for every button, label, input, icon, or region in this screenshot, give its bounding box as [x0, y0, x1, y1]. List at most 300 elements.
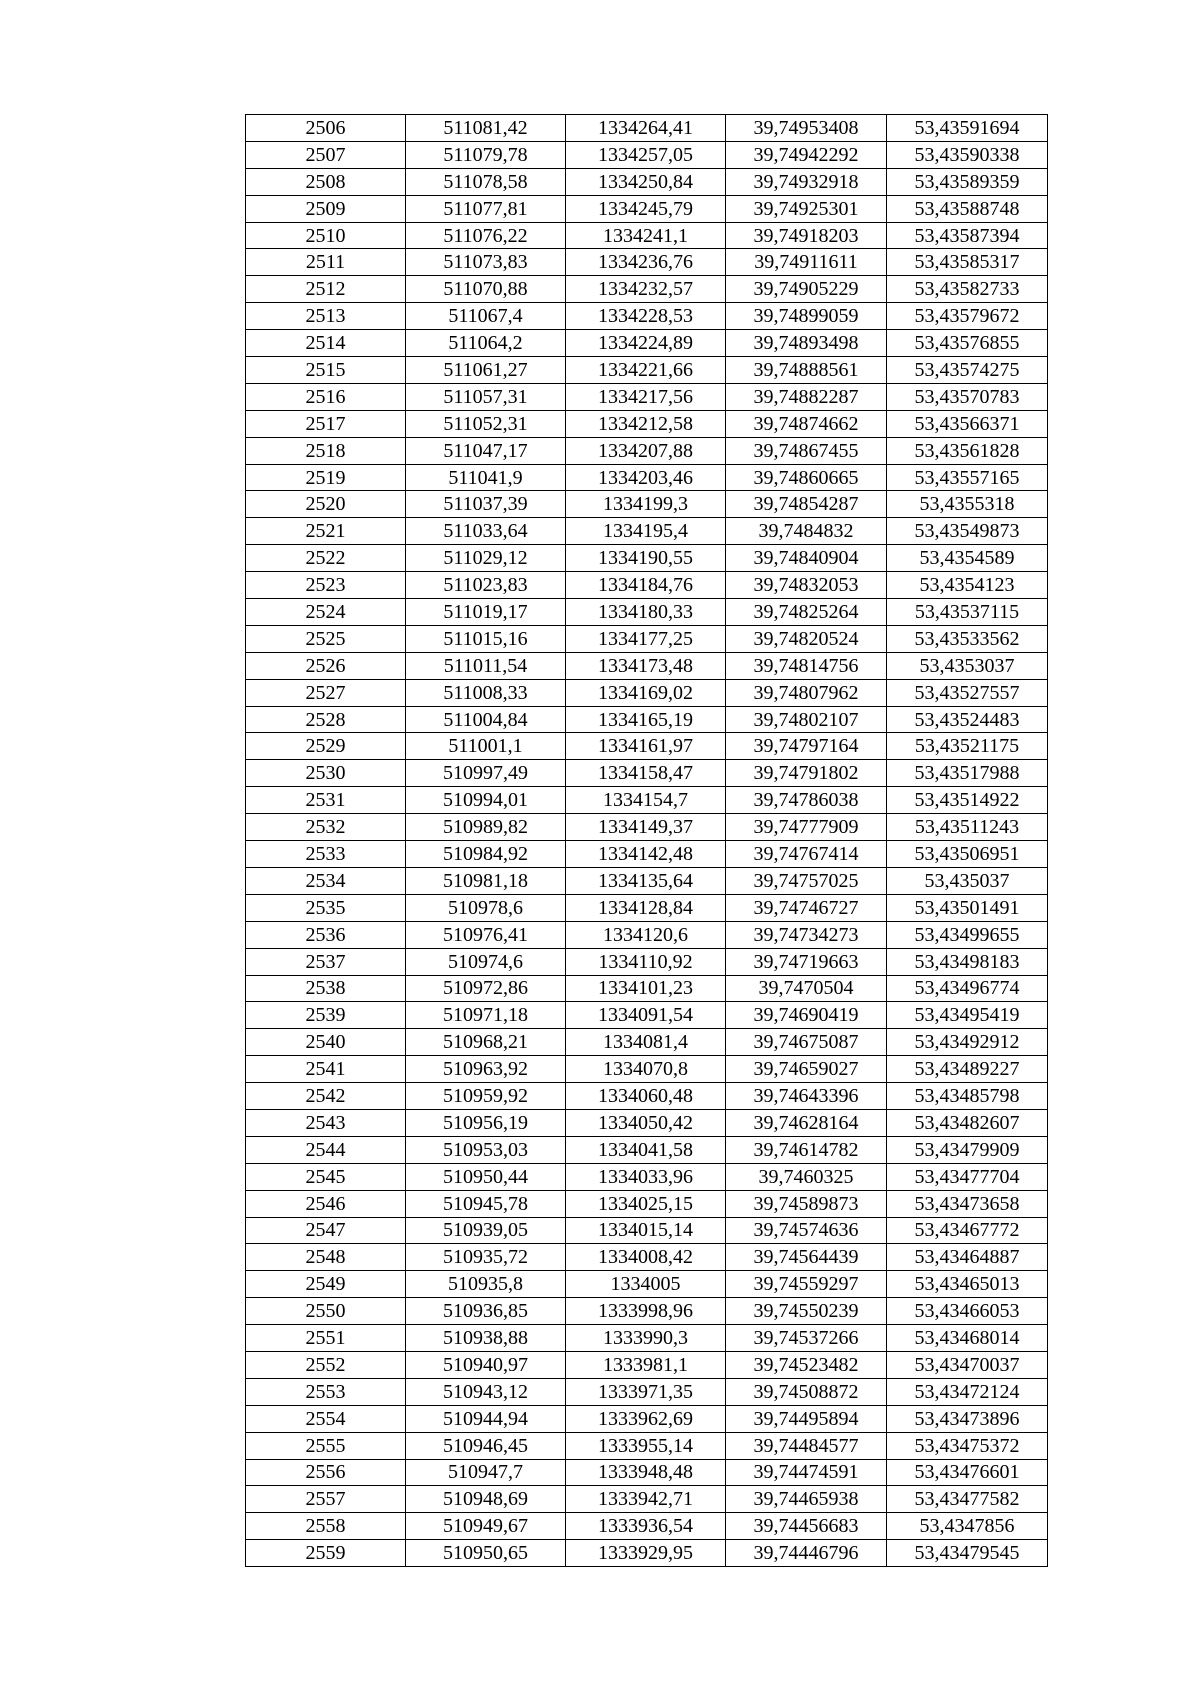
table-row: [246, 894, 1048, 921]
longitude-cell: 39,74905229: [726, 276, 887, 303]
table-row: [246, 1325, 1048, 1352]
table-row: [246, 195, 1048, 222]
x-coordinate-cell: 511081,42: [406, 115, 566, 142]
y-coordinate-cell: 1334025,15: [566, 1190, 726, 1217]
point-number-cell: 2545: [246, 1163, 406, 1190]
y-coordinate-cell: 1334041,58: [566, 1136, 726, 1163]
x-coordinate-cell: 510948,69: [406, 1486, 566, 1513]
table-row: [246, 679, 1048, 706]
y-coordinate-cell: 1333998,96: [566, 1298, 726, 1325]
x-coordinate-cell: 510956,19: [406, 1109, 566, 1136]
point-number-cell: 2546: [246, 1190, 406, 1217]
x-coordinate-cell: 511061,27: [406, 357, 566, 384]
latitude-cell: 53,43477704: [887, 1163, 1048, 1190]
y-coordinate-cell: 1333942,71: [566, 1486, 726, 1513]
point-number-cell: 2509: [246, 195, 406, 222]
y-coordinate-cell: 1334241,1: [566, 222, 726, 249]
x-coordinate-cell: 511023,83: [406, 572, 566, 599]
y-coordinate-cell: 1334110,92: [566, 948, 726, 975]
x-coordinate-cell: 511001,1: [406, 733, 566, 760]
x-coordinate-cell: 510938,88: [406, 1325, 566, 1352]
y-coordinate-cell: 1334149,37: [566, 814, 726, 841]
point-number-cell: 2516: [246, 383, 406, 410]
y-coordinate-cell: 1334184,76: [566, 572, 726, 599]
x-coordinate-cell: 510959,92: [406, 1083, 566, 1110]
x-coordinate-cell: 510953,03: [406, 1136, 566, 1163]
latitude-cell: 53,43587394: [887, 222, 1048, 249]
x-coordinate-cell: 510944,94: [406, 1405, 566, 1432]
point-number-cell: 2515: [246, 357, 406, 384]
longitude-cell: 39,74874662: [726, 410, 887, 437]
table-row: [246, 1002, 1048, 1029]
x-coordinate-cell: 511047,17: [406, 437, 566, 464]
latitude-cell: 53,43473896: [887, 1405, 1048, 1432]
latitude-cell: 53,43479909: [887, 1136, 1048, 1163]
point-number-cell: 2519: [246, 464, 406, 491]
y-coordinate-cell: 1334165,19: [566, 706, 726, 733]
table-row: [246, 706, 1048, 733]
x-coordinate-cell: 511029,12: [406, 545, 566, 572]
y-coordinate-cell: 1334173,48: [566, 652, 726, 679]
point-number-cell: 2547: [246, 1217, 406, 1244]
latitude-cell: 53,43467772: [887, 1217, 1048, 1244]
y-coordinate-cell: 1334142,48: [566, 841, 726, 868]
y-coordinate-cell: 1334195,4: [566, 518, 726, 545]
point-number-cell: 2555: [246, 1432, 406, 1459]
longitude-cell: 39,74446796: [726, 1540, 887, 1567]
y-coordinate-cell: 1333936,54: [566, 1513, 726, 1540]
latitude-cell: 53,43549873: [887, 518, 1048, 545]
table-row: [246, 1459, 1048, 1486]
y-coordinate-cell: 1334005: [566, 1271, 726, 1298]
point-number-cell: 2552: [246, 1351, 406, 1378]
point-number-cell: 2508: [246, 168, 406, 195]
longitude-cell: 39,74719663: [726, 948, 887, 975]
x-coordinate-cell: 510974,6: [406, 948, 566, 975]
y-coordinate-cell: 1334060,48: [566, 1083, 726, 1110]
x-coordinate-cell: 510936,85: [406, 1298, 566, 1325]
y-coordinate-cell: 1334190,55: [566, 545, 726, 572]
longitude-cell: 39,74797164: [726, 733, 887, 760]
latitude-cell: 53,43492912: [887, 1029, 1048, 1056]
latitude-cell: 53,43468014: [887, 1325, 1048, 1352]
point-number-cell: 2558: [246, 1513, 406, 1540]
longitude-cell: 39,74882287: [726, 383, 887, 410]
table-row: [246, 841, 1048, 868]
latitude-cell: 53,43561828: [887, 437, 1048, 464]
longitude-cell: 39,74825264: [726, 599, 887, 626]
latitude-cell: 53,43588748: [887, 195, 1048, 222]
y-coordinate-cell: 1333955,14: [566, 1432, 726, 1459]
x-coordinate-cell: 510947,7: [406, 1459, 566, 1486]
x-coordinate-cell: 511073,83: [406, 249, 566, 276]
longitude-cell: 39,74925301: [726, 195, 887, 222]
longitude-cell: 39,74589873: [726, 1190, 887, 1217]
table-row: [246, 1298, 1048, 1325]
y-coordinate-cell: 1334245,79: [566, 195, 726, 222]
longitude-cell: 39,74465938: [726, 1486, 887, 1513]
table-row: [246, 599, 1048, 626]
latitude-cell: 53,43511243: [887, 814, 1048, 841]
table-row: [246, 115, 1048, 142]
y-coordinate-cell: 1334091,54: [566, 1002, 726, 1029]
x-coordinate-cell: 510945,78: [406, 1190, 566, 1217]
x-coordinate-cell: 511037,39: [406, 491, 566, 518]
x-coordinate-cell: 511052,31: [406, 410, 566, 437]
longitude-cell: 39,74786038: [726, 787, 887, 814]
y-coordinate-cell: 1334236,76: [566, 249, 726, 276]
latitude-cell: 53,43495419: [887, 1002, 1048, 1029]
latitude-cell: 53,43470037: [887, 1351, 1048, 1378]
longitude-cell: 39,74574636: [726, 1217, 887, 1244]
table-row: [246, 1029, 1048, 1056]
point-number-cell: 2548: [246, 1244, 406, 1271]
y-coordinate-cell: 1334207,88: [566, 437, 726, 464]
table-row: [246, 1432, 1048, 1459]
latitude-cell: 53,43537115: [887, 599, 1048, 626]
x-coordinate-cell: 511041,9: [406, 464, 566, 491]
x-coordinate-cell: 511004,84: [406, 706, 566, 733]
latitude-cell: 53,43465013: [887, 1271, 1048, 1298]
x-coordinate-cell: 510994,01: [406, 787, 566, 814]
y-coordinate-cell: 1334158,47: [566, 760, 726, 787]
longitude-cell: 39,74802107: [726, 706, 887, 733]
latitude-cell: 53,43482607: [887, 1109, 1048, 1136]
longitude-cell: 39,74523482: [726, 1351, 887, 1378]
longitude-cell: 39,74791802: [726, 760, 887, 787]
table-row: [246, 652, 1048, 679]
point-number-cell: 2543: [246, 1109, 406, 1136]
x-coordinate-cell: 511011,54: [406, 652, 566, 679]
latitude-cell: 53,43517988: [887, 760, 1048, 787]
x-coordinate-cell: 510950,65: [406, 1540, 566, 1567]
point-number-cell: 2530: [246, 760, 406, 787]
table-row: [246, 1271, 1048, 1298]
point-number-cell: 2506: [246, 115, 406, 142]
longitude-cell: 39,74559297: [726, 1271, 887, 1298]
x-coordinate-cell: 510940,97: [406, 1351, 566, 1378]
longitude-cell: 39,74537266: [726, 1325, 887, 1352]
point-number-cell: 2523: [246, 572, 406, 599]
y-coordinate-cell: 1334135,64: [566, 867, 726, 894]
point-number-cell: 2513: [246, 303, 406, 330]
x-coordinate-cell: 511070,88: [406, 276, 566, 303]
latitude-cell: 53,43473658: [887, 1190, 1048, 1217]
y-coordinate-cell: 1334050,42: [566, 1109, 726, 1136]
longitude-cell: 39,74643396: [726, 1083, 887, 1110]
coordinates-table-body: [246, 115, 1048, 1567]
y-coordinate-cell: 1334081,4: [566, 1029, 726, 1056]
longitude-cell: 39,74867455: [726, 437, 887, 464]
y-coordinate-cell: 1334101,23: [566, 975, 726, 1002]
point-number-cell: 2531: [246, 787, 406, 814]
point-number-cell: 2522: [246, 545, 406, 572]
table-row: [246, 518, 1048, 545]
longitude-cell: 39,74814756: [726, 652, 887, 679]
latitude-cell: 53,43557165: [887, 464, 1048, 491]
point-number-cell: 2514: [246, 330, 406, 357]
longitude-cell: 39,74690419: [726, 1002, 887, 1029]
point-number-cell: 2554: [246, 1405, 406, 1432]
latitude-cell: 53,43591694: [887, 115, 1048, 142]
x-coordinate-cell: 510950,44: [406, 1163, 566, 1190]
longitude-cell: 39,74456683: [726, 1513, 887, 1540]
latitude-cell: 53,43499655: [887, 921, 1048, 948]
point-number-cell: 2512: [246, 276, 406, 303]
latitude-cell: 53,43574275: [887, 357, 1048, 384]
latitude-cell: 53,4354589: [887, 545, 1048, 572]
table-row: [246, 1217, 1048, 1244]
latitude-cell: 53,43498183: [887, 948, 1048, 975]
latitude-cell: 53,43521175: [887, 733, 1048, 760]
longitude-cell: 39,74659027: [726, 1056, 887, 1083]
latitude-cell: 53,43582733: [887, 276, 1048, 303]
point-number-cell: 2536: [246, 921, 406, 948]
x-coordinate-cell: 511079,78: [406, 141, 566, 168]
y-coordinate-cell: 1333981,1: [566, 1351, 726, 1378]
x-coordinate-cell: 510949,67: [406, 1513, 566, 1540]
latitude-cell: 53,43496774: [887, 975, 1048, 1002]
longitude-cell: 39,74508872: [726, 1378, 887, 1405]
longitude-cell: 39,74888561: [726, 357, 887, 384]
longitude-cell: 39,74911611: [726, 249, 887, 276]
y-coordinate-cell: 1334070,8: [566, 1056, 726, 1083]
x-coordinate-cell: 510939,05: [406, 1217, 566, 1244]
table-row: [246, 1405, 1048, 1432]
x-coordinate-cell: 510984,92: [406, 841, 566, 868]
latitude-cell: 53,4347856: [887, 1513, 1048, 1540]
point-number-cell: 2544: [246, 1136, 406, 1163]
point-number-cell: 2551: [246, 1325, 406, 1352]
table-row: [246, 1056, 1048, 1083]
x-coordinate-cell: 510971,18: [406, 1002, 566, 1029]
y-coordinate-cell: 1334008,42: [566, 1244, 726, 1271]
point-number-cell: 2520: [246, 491, 406, 518]
x-coordinate-cell: 510981,18: [406, 867, 566, 894]
latitude-cell: 53,43576855: [887, 330, 1048, 357]
y-coordinate-cell: 1333948,48: [566, 1459, 726, 1486]
longitude-cell: 39,74918203: [726, 222, 887, 249]
x-coordinate-cell: 510946,45: [406, 1432, 566, 1459]
point-number-cell: 2527: [246, 679, 406, 706]
point-number-cell: 2518: [246, 437, 406, 464]
y-coordinate-cell: 1334033,96: [566, 1163, 726, 1190]
x-coordinate-cell: 510976,41: [406, 921, 566, 948]
longitude-cell: 39,74832053: [726, 572, 887, 599]
table-row: [246, 1486, 1048, 1513]
y-coordinate-cell: 1333962,69: [566, 1405, 726, 1432]
latitude-cell: 53,43514922: [887, 787, 1048, 814]
longitude-cell: 39,74807962: [726, 679, 887, 706]
longitude-cell: 39,74614782: [726, 1136, 887, 1163]
latitude-cell: 53,43585317: [887, 249, 1048, 276]
table-row: [246, 303, 1048, 330]
longitude-cell: 39,74757025: [726, 867, 887, 894]
point-number-cell: 2550: [246, 1298, 406, 1325]
table-row: [246, 1190, 1048, 1217]
coordinates-table: [245, 114, 1048, 1567]
x-coordinate-cell: 511015,16: [406, 625, 566, 652]
table-row: [246, 383, 1048, 410]
longitude-cell: 39,74899059: [726, 303, 887, 330]
latitude-cell: 53,43476601: [887, 1459, 1048, 1486]
longitude-cell: 39,7484832: [726, 518, 887, 545]
x-coordinate-cell: 511019,17: [406, 599, 566, 626]
y-coordinate-cell: 1333929,95: [566, 1540, 726, 1567]
table-row: [246, 1378, 1048, 1405]
table-row: [246, 867, 1048, 894]
latitude-cell: 53,43527557: [887, 679, 1048, 706]
latitude-cell: 53,43524483: [887, 706, 1048, 733]
latitude-cell: 53,43579672: [887, 303, 1048, 330]
x-coordinate-cell: 511078,58: [406, 168, 566, 195]
latitude-cell: 53,43566371: [887, 410, 1048, 437]
table-row: [246, 1083, 1048, 1110]
point-number-cell: 2535: [246, 894, 406, 921]
table-row: [246, 1109, 1048, 1136]
table-row: [246, 814, 1048, 841]
longitude-cell: 39,74675087: [726, 1029, 887, 1056]
point-number-cell: 2526: [246, 652, 406, 679]
longitude-cell: 39,74746727: [726, 894, 887, 921]
point-number-cell: 2510: [246, 222, 406, 249]
longitude-cell: 39,74484577: [726, 1432, 887, 1459]
point-number-cell: 2541: [246, 1056, 406, 1083]
latitude-cell: 53,43466053: [887, 1298, 1048, 1325]
x-coordinate-cell: 511033,64: [406, 518, 566, 545]
latitude-cell: 53,43472124: [887, 1378, 1048, 1405]
y-coordinate-cell: 1334257,05: [566, 141, 726, 168]
x-coordinate-cell: 511067,4: [406, 303, 566, 330]
latitude-cell: 53,43506951: [887, 841, 1048, 868]
point-number-cell: 2539: [246, 1002, 406, 1029]
latitude-cell: 53,43590338: [887, 141, 1048, 168]
x-coordinate-cell: 510943,12: [406, 1378, 566, 1405]
y-coordinate-cell: 1334224,89: [566, 330, 726, 357]
y-coordinate-cell: 1334169,02: [566, 679, 726, 706]
longitude-cell: 39,74550239: [726, 1298, 887, 1325]
x-coordinate-cell: 510963,92: [406, 1056, 566, 1083]
table-row: [246, 625, 1048, 652]
y-coordinate-cell: 1334154,7: [566, 787, 726, 814]
table-row: [246, 733, 1048, 760]
table-row: [246, 572, 1048, 599]
table-row: [246, 222, 1048, 249]
table-row: [246, 760, 1048, 787]
point-number-cell: 2528: [246, 706, 406, 733]
point-number-cell: 2524: [246, 599, 406, 626]
table-row: [246, 975, 1048, 1002]
point-number-cell: 2511: [246, 249, 406, 276]
y-coordinate-cell: 1334217,56: [566, 383, 726, 410]
point-number-cell: 2542: [246, 1083, 406, 1110]
table-row: [246, 1540, 1048, 1567]
longitude-cell: 39,74942292: [726, 141, 887, 168]
table-row: [246, 545, 1048, 572]
y-coordinate-cell: 1334264,41: [566, 115, 726, 142]
latitude-cell: 53,4354123: [887, 572, 1048, 599]
latitude-cell: 53,43479545: [887, 1540, 1048, 1567]
longitude-cell: 39,74495894: [726, 1405, 887, 1432]
longitude-cell: 39,74767414: [726, 841, 887, 868]
longitude-cell: 39,7470504: [726, 975, 887, 1002]
longitude-cell: 39,74820524: [726, 625, 887, 652]
y-coordinate-cell: 1334199,3: [566, 491, 726, 518]
longitude-cell: 39,74777909: [726, 814, 887, 841]
table-row: [246, 410, 1048, 437]
latitude-cell: 53,43477582: [887, 1486, 1048, 1513]
longitude-cell: 39,74734273: [726, 921, 887, 948]
y-coordinate-cell: 1334015,14: [566, 1217, 726, 1244]
y-coordinate-cell: 1334228,53: [566, 303, 726, 330]
table-row: [246, 1136, 1048, 1163]
table-row: [246, 330, 1048, 357]
point-number-cell: 2556: [246, 1459, 406, 1486]
x-coordinate-cell: 510989,82: [406, 814, 566, 841]
latitude-cell: 53,43475372: [887, 1432, 1048, 1459]
table-row: [246, 921, 1048, 948]
longitude-cell: 39,7460325: [726, 1163, 887, 1190]
y-coordinate-cell: 1334180,33: [566, 599, 726, 626]
point-number-cell: 2559: [246, 1540, 406, 1567]
latitude-cell: 53,43464887: [887, 1244, 1048, 1271]
point-number-cell: 2549: [246, 1271, 406, 1298]
y-coordinate-cell: 1333971,35: [566, 1378, 726, 1405]
x-coordinate-cell: 511064,2: [406, 330, 566, 357]
y-coordinate-cell: 1334203,46: [566, 464, 726, 491]
table-row: [246, 464, 1048, 491]
x-coordinate-cell: 511077,81: [406, 195, 566, 222]
table-row: [246, 249, 1048, 276]
longitude-cell: 39,74840904: [726, 545, 887, 572]
point-number-cell: 2529: [246, 733, 406, 760]
longitude-cell: 39,74628164: [726, 1109, 887, 1136]
point-number-cell: 2525: [246, 625, 406, 652]
latitude-cell: 53,43501491: [887, 894, 1048, 921]
longitude-cell: 39,74854287: [726, 491, 887, 518]
table-row: [246, 276, 1048, 303]
y-coordinate-cell: 1334120,6: [566, 921, 726, 948]
point-number-cell: 2521: [246, 518, 406, 545]
latitude-cell: 53,4353037: [887, 652, 1048, 679]
x-coordinate-cell: 510935,72: [406, 1244, 566, 1271]
latitude-cell: 53,4355318: [887, 491, 1048, 518]
point-number-cell: 2533: [246, 841, 406, 868]
x-coordinate-cell: 510997,49: [406, 760, 566, 787]
x-coordinate-cell: 510968,21: [406, 1029, 566, 1056]
longitude-cell: 39,74893498: [726, 330, 887, 357]
table-row: [246, 141, 1048, 168]
point-number-cell: 2534: [246, 867, 406, 894]
y-coordinate-cell: 1334161,97: [566, 733, 726, 760]
latitude-cell: 53,43570783: [887, 383, 1048, 410]
longitude-cell: 39,74860665: [726, 464, 887, 491]
point-number-cell: 2537: [246, 948, 406, 975]
longitude-cell: 39,74932918: [726, 168, 887, 195]
x-coordinate-cell: 510972,86: [406, 975, 566, 1002]
point-number-cell: 2540: [246, 1029, 406, 1056]
longitude-cell: 39,74953408: [726, 115, 887, 142]
y-coordinate-cell: 1334232,57: [566, 276, 726, 303]
table-row: [246, 1163, 1048, 1190]
point-number-cell: 2538: [246, 975, 406, 1002]
point-number-cell: 2507: [246, 141, 406, 168]
table-row: [246, 948, 1048, 975]
y-coordinate-cell: 1334250,84: [566, 168, 726, 195]
longitude-cell: 39,74564439: [726, 1244, 887, 1271]
latitude-cell: 53,435037: [887, 867, 1048, 894]
x-coordinate-cell: 511076,22: [406, 222, 566, 249]
